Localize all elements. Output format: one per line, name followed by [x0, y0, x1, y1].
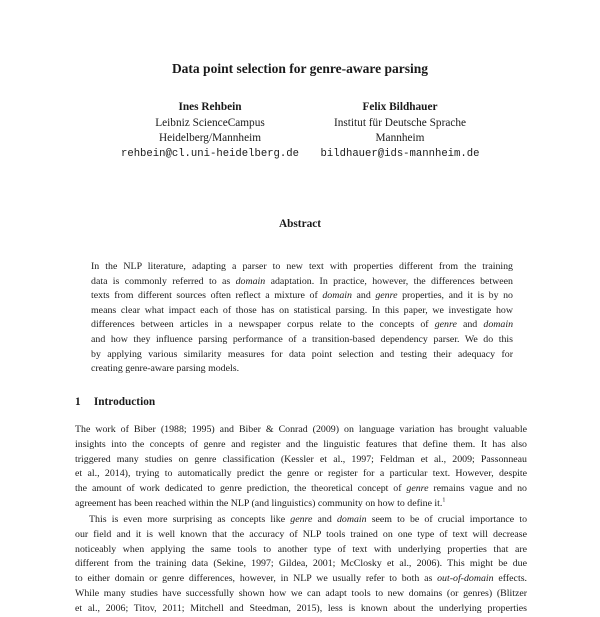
italic-term: domain: [336, 514, 367, 525]
text-segment: and: [351, 290, 376, 302]
text-segment: noticeably when applying the same tools to another type of text with underlying properties that are: [75, 543, 527, 555]
italic-term: out-of-domain: [437, 573, 494, 585]
body-paragraph-2: [75, 513, 527, 617]
author-block-2: [270, 100, 530, 162]
text-line: [75, 572, 527, 587]
author-affiliation: Institut für Deutsche Sprache: [333, 116, 467, 129]
italic-term: genre: [434, 319, 457, 331]
text-line: [91, 318, 513, 333]
text-segment: and: [312, 514, 337, 525]
text-line: [75, 528, 527, 543]
author-affiliation: Heidelberg/Mannheim: [158, 132, 262, 144]
text-segment: means clear what impact each of those has on statistical parsing. In this paper, we investigate how: [91, 304, 513, 316]
body-paragraph-1: [75, 423, 527, 512]
text-line: [91, 333, 513, 348]
abstract-heading: Abstract: [278, 218, 322, 230]
text-segment: our field and it is well known that the accuracy of NLP tools trained on one type of text will decrease: [75, 528, 527, 540]
text-segment: insights into the concepts of genre and register and the linguistic features that define them. It has also: [75, 438, 527, 450]
text-segment: In the NLP literature, adapting a parser to new text with properties different from the training: [91, 261, 513, 272]
text-segment: different from the training data (Sekine, 1997; Gildea, 2001; McClosky et al., 2006). This might be due: [75, 558, 527, 570]
text-segment: effects.: [493, 573, 527, 585]
author-name: Felix Bildhauer: [362, 101, 438, 113]
footnote-marker: 1: [442, 497, 446, 504]
text-segment: adaptation. In practice, however, the differences between: [265, 275, 513, 287]
text-line: [75, 602, 527, 617]
text-segment: properties, and it is by no: [397, 290, 513, 302]
text-line: [91, 275, 513, 290]
text-segment: et al., 2006; Titov, 2011; Mitchell and Steedman, 2015), less is known about the underlying properties: [75, 602, 527, 614]
author-email: bildhauer@ids-mannheim.de: [320, 147, 480, 160]
text-line: [75, 438, 527, 453]
text-segment: and how they influence parsing performance of a transition-based dependency parser. We do this: [91, 333, 513, 345]
text-segment: to either domain or genre differences, however, in NLP we usually refer to both as: [75, 573, 438, 585]
text-segment: This is even more surprising as concepts like: [89, 514, 291, 525]
italic-term: domain: [322, 290, 352, 302]
abstract-text: [91, 260, 513, 377]
text-line: [75, 453, 527, 468]
text-line: [75, 482, 527, 497]
italic-term: genre: [375, 290, 398, 302]
text-line: [91, 348, 513, 363]
italic-term: domain: [483, 319, 513, 331]
text-segment: by applying various similarity measures for data point selection and testing their adequacy for: [91, 348, 513, 360]
text-line: [91, 260, 513, 275]
text-segment: the amount of work dedicated to genre prediction, the theoretical concept of: [75, 483, 407, 495]
text-segment: The work of Biber (1988; 1995) and Biber & Conrad (2009) on language variation has brought valuable: [75, 424, 527, 435]
text-segment: While many studies have successfully shown how we can adapt tools to new domains (or genres) (Blitzer: [75, 587, 527, 599]
paper-title: Data point selection for genre-aware parsing: [171, 61, 429, 76]
text-segment: creating genre-aware parsing models.: [91, 363, 240, 375]
text-line: [75, 497, 527, 512]
author-email: rehbein@cl.uni-heidelberg.de: [120, 147, 299, 160]
text-segment: differences between articles in a newspaper corpus relate to the concepts of: [91, 319, 435, 331]
author-affiliation: Mannheim: [375, 132, 425, 144]
section-title: Introduction: [93, 396, 156, 408]
text-line: [75, 423, 527, 438]
author-affiliation: Leibniz ScienceCampus: [155, 116, 265, 129]
italic-term: genre: [406, 483, 429, 495]
text-segment: texts from different sources often reflect a mixture of: [91, 290, 323, 302]
text-line: [91, 289, 513, 304]
text-segment: et al., 2014), trying to automatically predict the genre or register for a particular text. However, despite: [75, 468, 527, 480]
text-segment: seem to be of crucial importance to: [366, 514, 528, 525]
text-segment: and: [456, 319, 484, 331]
text-line: [91, 362, 513, 377]
text-line: [91, 304, 513, 319]
section-number: 1: [75, 396, 81, 408]
text-line: [75, 467, 527, 482]
text-segment: remains vague and no: [428, 483, 527, 495]
section-heading: [75, 396, 155, 408]
author-name: Ines Rehbein: [178, 101, 242, 113]
text-line: [75, 543, 527, 558]
italic-term: genre: [290, 514, 313, 525]
text-line: [75, 557, 527, 572]
text-line: [75, 587, 527, 602]
text-segment: triggered many studies on genre classification (Kessler et al., 1997; Feldman et al., 2009; Passonneau: [75, 453, 527, 465]
text-line: [75, 513, 527, 528]
text-segment: data is commonly referred to as: [91, 275, 236, 287]
italic-term: domain: [235, 275, 266, 287]
text-segment: agreement has been reached within the NLP (and linguistics) community on how to define it.: [75, 497, 443, 509]
